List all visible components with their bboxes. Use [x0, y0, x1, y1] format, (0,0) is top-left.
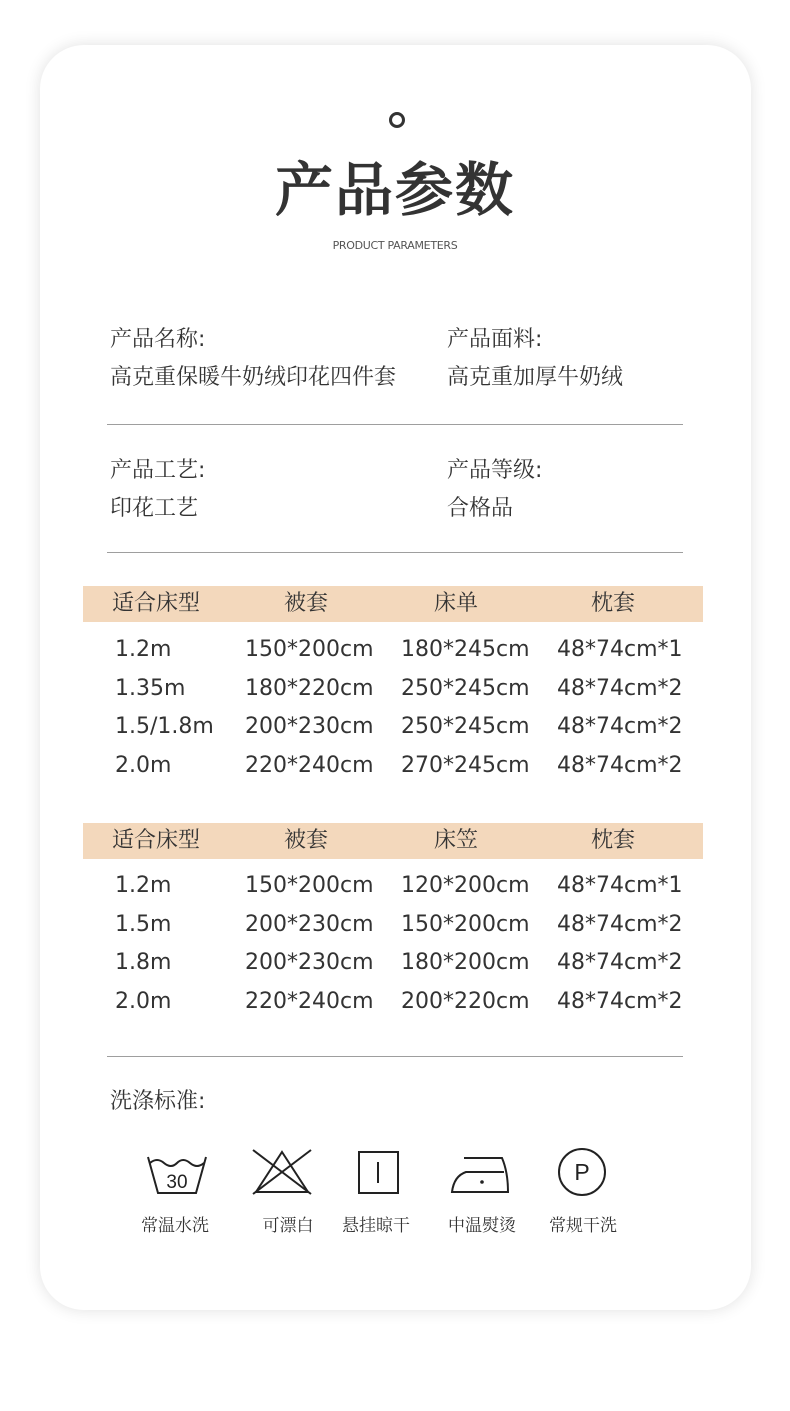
ring-icon — [389, 112, 405, 128]
table2-cell: 48*74cm*2 — [557, 989, 683, 1014]
table2-cell: 1.8m — [115, 950, 172, 975]
table1-cell: 1.35m — [115, 676, 186, 701]
product-grade-value: 合格品 — [447, 496, 514, 521]
table1-header-cell: 被套 — [283, 591, 328, 616]
divider — [107, 424, 683, 425]
table2-cell: 220*240cm — [245, 989, 374, 1014]
table2-cell: 48*74cm*2 — [557, 912, 683, 937]
table1-header-cell: 枕套 — [590, 591, 635, 616]
table2-cell: 150*200cm — [401, 912, 530, 937]
table1-cell: 48*74cm*2 — [557, 676, 683, 701]
dry-clean-letter: P — [574, 1159, 590, 1185]
product-fabric-label: 产品面料: — [447, 327, 543, 352]
bleach-icon — [251, 1148, 313, 1196]
hang-dry-icon — [357, 1150, 401, 1196]
table2-header-cell: 枕套 — [590, 828, 635, 853]
product-craft-value: 印花工艺 — [110, 496, 199, 521]
page-subtitle: PRODUCT PARAMETERS — [332, 239, 458, 252]
table2-cell: 200*230cm — [245, 950, 374, 975]
table1-cell: 180*245cm — [401, 637, 530, 662]
table1-cell: 2.0m — [115, 753, 172, 778]
table1-cell: 48*74cm*1 — [557, 637, 683, 662]
table2-header-cell: 床笠 — [433, 828, 478, 853]
table1-cell: 48*74cm*2 — [557, 753, 683, 778]
table2-cell: 180*200cm — [401, 950, 530, 975]
table1-cell: 250*245cm — [401, 714, 530, 739]
table1-cell: 1.2m — [115, 637, 172, 662]
product-name-label: 产品名称: — [110, 327, 206, 352]
table1-cell: 1.5/1.8m — [115, 714, 214, 739]
table1-cell: 200*230cm — [245, 714, 374, 739]
product-name-value: 高克重保暖牛奶绒印花四件套 — [110, 365, 397, 390]
table2-header-cell: 被套 — [283, 828, 328, 853]
table2-cell: 150*200cm — [245, 873, 374, 898]
wash-30-icon — [146, 1153, 208, 1195]
table2-cell: 200*220cm — [401, 989, 530, 1014]
wash-temperature-text: 30 — [166, 1172, 188, 1193]
care-item-label: 常规干洗 — [549, 1216, 617, 1236]
care-item-label: 中温熨烫 — [448, 1216, 516, 1236]
table1-cell: 220*240cm — [245, 753, 374, 778]
table1-cell: 150*200cm — [245, 637, 374, 662]
table2-cell: 1.5m — [115, 912, 172, 937]
care-item-label: 常温水洗 — [141, 1216, 209, 1236]
table2-cell: 1.2m — [115, 873, 172, 898]
product-grade-label: 产品等级: — [447, 458, 543, 483]
table2-cell: 48*74cm*1 — [557, 873, 683, 898]
table2-header-cell: 适合床型 — [111, 828, 200, 853]
table1-cell: 250*245cm — [401, 676, 530, 701]
product-fabric-value: 高克重加厚牛奶绒 — [447, 365, 624, 390]
table2-cell: 2.0m — [115, 989, 172, 1014]
dry-clean-icon — [556, 1146, 608, 1198]
iron-icon — [450, 1152, 512, 1196]
table1-header-cell: 适合床型 — [111, 591, 200, 616]
table1-header-cell: 床单 — [433, 591, 478, 616]
table2-cell: 200*230cm — [245, 912, 374, 937]
table2-cell: 48*74cm*2 — [557, 950, 683, 975]
divider — [107, 1056, 683, 1057]
care-label: 洗涤标准: — [110, 1089, 206, 1114]
page-title: 产品参数 — [274, 156, 515, 224]
care-item-label: 悬挂晾干 — [342, 1216, 410, 1236]
divider — [107, 552, 683, 553]
table1-cell: 180*220cm — [245, 676, 374, 701]
care-item-label: 可漂白 — [262, 1216, 314, 1236]
product-craft-label: 产品工艺: — [110, 458, 206, 483]
table1-cell: 270*245cm — [401, 753, 530, 778]
table1-cell: 48*74cm*2 — [557, 714, 683, 739]
table2-cell: 120*200cm — [401, 873, 530, 898]
